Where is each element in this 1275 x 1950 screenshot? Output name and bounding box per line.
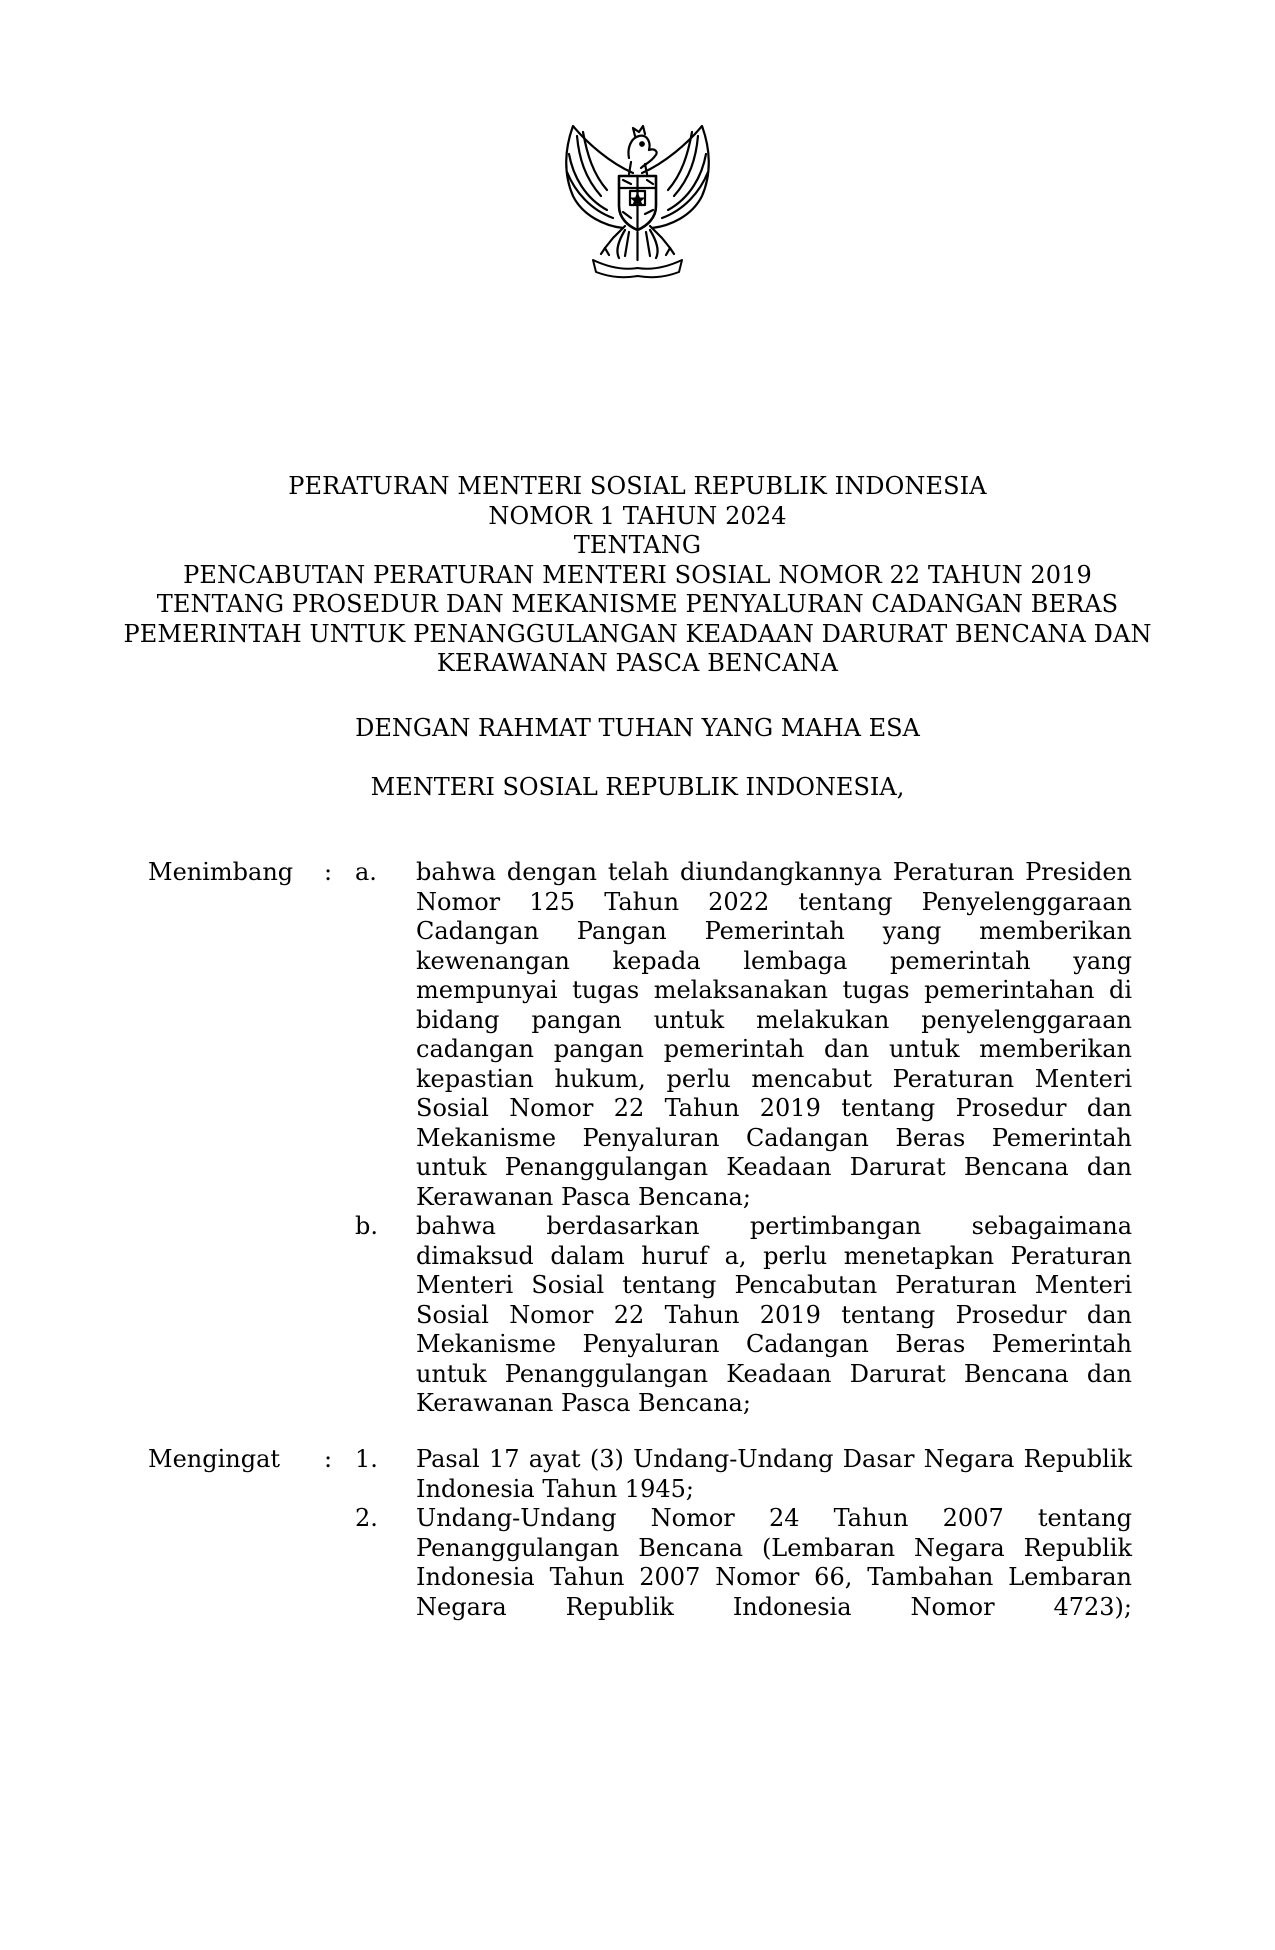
authority: MENTERI SOSIAL REPUBLIK INDONESIA, <box>370 773 905 801</box>
text-line: Mekanisme Penyaluran Cadangan Beras Pemerintah <box>416 1123 1132 1152</box>
text-line: dimaksud dalam huruf a, perlu menetapkan Peraturan <box>416 1241 1132 1270</box>
text-line: untuk Penanggulangan Keadaan Darurat Bencana dan <box>416 1153 1132 1181</box>
menimbang-item-a <box>416 858 1132 1212</box>
text-line: bahwa dengan telah diundangkannya Peraturan Presiden <box>416 858 1132 886</box>
text-line: bahwa berdasarkan pertimbangan sebagaimana <box>416 1212 1132 1240</box>
text-line: mempunyai tugas melaksanakan tugas pemerintahan di <box>416 976 1132 1004</box>
text-line: Pasal 17 ayat (3) Undang-Undang Dasar Negara Republik <box>416 1445 1132 1473</box>
text-line: Kerawanan Pasca Bencana; <box>416 1182 751 1211</box>
mengingat-item-1 <box>416 1445 1132 1504</box>
title-line-5: TENTANG PROSEDUR DAN MEKANISME PENYALURAN CADANGAN BERAS <box>156 590 1119 618</box>
mengingat-item-2 <box>416 1504 1132 1622</box>
title-line-3: TENTANG <box>573 531 702 559</box>
text-line: cadangan pangan pemerintah dan untuk memberikan <box>416 1035 1132 1063</box>
title-line-6: PEMERINTAH UNTUK PENANGGULANGAN KEADAAN DARURAT BENCANA DAN <box>123 619 1152 648</box>
text-line: Indonesia Tahun 2007 Nomor 66, Tambahan Lembaran <box>416 1563 1132 1591</box>
garuda-emblem-icon <box>555 118 720 283</box>
menimbang-item-b <box>416 1212 1132 1419</box>
title-line-4: PENCABUTAN PERATURAN MENTERI SOSIAL NOMOR 22 TAHUN 2019 <box>183 560 1092 589</box>
text-line: untuk Penanggulangan Keadaan Darurat Bencana dan <box>416 1359 1132 1388</box>
text-line: Sosial Nomor 22 Tahun 2019 tentang Prosedur dan <box>416 1300 1132 1329</box>
invocation: DENGAN RAHMAT TUHAN YANG MAHA ESA <box>355 714 920 742</box>
menimbang-colon: : <box>324 858 333 886</box>
text-line: Undang-Undang Nomor 24 Tahun 2007 tentang <box>416 1504 1132 1532</box>
text-line: Nomor 125 Tahun 2022 tentang Penyelenggaraan <box>416 887 1132 916</box>
text-line: Menteri Sosial tentang Pencabutan Peraturan Menteri <box>416 1271 1132 1299</box>
regulation-title <box>0 472 1275 679</box>
title-line-2: NOMOR 1 TAHUN 2024 <box>488 501 787 530</box>
text-line: Indonesia Tahun 1945; <box>416 1474 694 1503</box>
text-line: Cadangan Pangan Pemerintah yang memberikan <box>416 917 1132 945</box>
text-line: kepastian hukum, perlu mencabut Peraturan Menteri <box>416 1064 1132 1093</box>
title-line-1: PERATURAN MENTERI SOSIAL REPUBLIK INDONESIA <box>288 472 987 500</box>
text-line: Mekanisme Penyaluran Cadangan Beras Pemerintah <box>416 1330 1132 1358</box>
mengingat-label: Mengingat <box>148 1445 281 1473</box>
menimbang-marker-a: a. <box>355 858 377 886</box>
menimbang-marker-b: b. <box>355 1212 378 1240</box>
text-line: Kerawanan Pasca Bencana; <box>416 1389 751 1417</box>
text-line: bidang pangan untuk melakukan penyelenggaraan <box>416 1005 1132 1034</box>
menimbang-label: Menimbang <box>148 858 294 886</box>
text-line: Sosial Nomor 22 Tahun 2019 tentang Prosedur dan <box>416 1094 1132 1122</box>
title-line-7: KERAWANAN PASCA BENCANA <box>436 649 839 677</box>
mengingat-colon: : <box>324 1445 333 1473</box>
mengingat-marker-1: 1. <box>355 1445 378 1473</box>
text-line: Penanggulangan Bencana (Lembaran Negara Republik <box>416 1533 1132 1562</box>
text-line: kewenangan kepada lembaga pemerintah yang <box>416 946 1132 975</box>
mengingat-marker-2: 2. <box>355 1504 378 1532</box>
text-line: Negara Republik Indonesia Nomor 4723); <box>416 1592 1132 1621</box>
